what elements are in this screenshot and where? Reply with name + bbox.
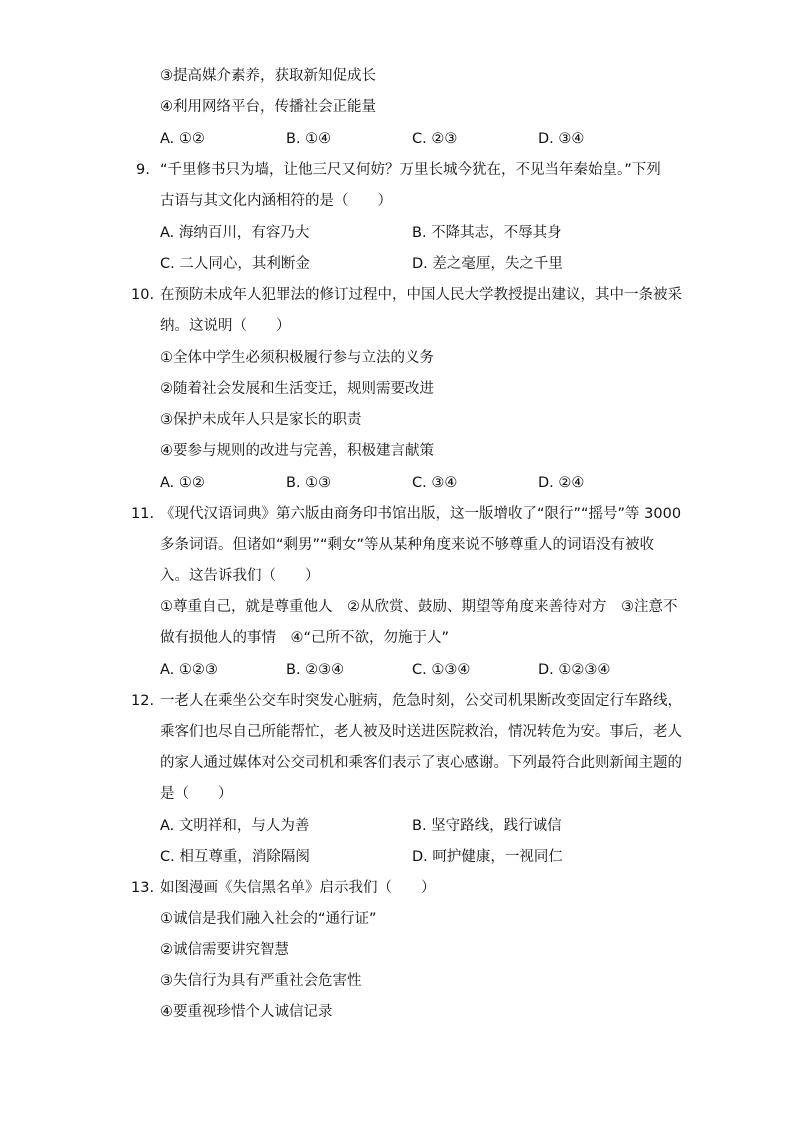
option-a: A. ①②③ (160, 662, 218, 678)
statement-line: 做有损他人的事情 ④“己所不欲，勿施于人” (160, 630, 450, 646)
option-c: C. 相互尊重，消除隔阂 (160, 849, 310, 865)
option-b: B. 坚守路线，践行诚信 (412, 818, 562, 834)
question-line: 如图漫画《失信黑名单》启示我们（ ） (160, 880, 436, 896)
option-a: A. ①② (160, 475, 205, 491)
question-line: 是（ ） (160, 786, 233, 802)
option-c: C. ①③④ (412, 662, 471, 678)
question-line: 的家人通过媒体对公交司机和乘客们表示了衷心感谢。下列最符合此则新闻主题的 (160, 755, 682, 771)
question-number: 10. (131, 287, 155, 303)
option-d: D. 呵护健康，一视同仁 (412, 849, 563, 865)
pre-option-a: A. ①② (160, 131, 205, 147)
question-line: 多条词语。但诸如“剩男”“剩女”等从某种角度来说不够尊重人的词语没有被收 (160, 537, 655, 553)
statement-1: ①全体中学生必须积极履行参与立法的义务 (160, 350, 434, 366)
statement-2: ②随着社会发展和生活变迁，规则需要改进 (160, 381, 434, 397)
question-number: 11. (131, 506, 155, 522)
question-line: 古语与其文化内涵相符的是（ ） (160, 193, 392, 209)
statement-3: ③失信行为具有严重社会危害性 (160, 973, 362, 989)
pre-line-1: ③提高媒介素养，获取新知促成长 (160, 68, 376, 84)
question-number: 13. (131, 880, 155, 896)
statement-3: ③保护未成年人只是家长的职责 (160, 412, 362, 428)
question-line: 纳。这说明（ ） (160, 318, 291, 334)
option-b: B. ②③④ (286, 662, 345, 678)
pre-option-b: B. ①④ (286, 131, 332, 147)
statement-2: ②诚信需要讲究智慧 (160, 942, 289, 958)
question-line: 一老人在乘坐公交车时突发心脏病，危急时刻，公交司机果断改变固定行车路线， (160, 693, 682, 709)
option-b: B. ①③ (286, 475, 332, 491)
option-d: D. ①②③④ (538, 662, 611, 678)
option-a: A. 文明祥和，与人为善 (160, 818, 310, 834)
question-line: 乘客们也尽自己所能帮忙，老人被及时送进医院救治，情况转危为安。事后，老人 (160, 724, 682, 740)
statement-4: ④要重视珍惜个人诚信记录 (160, 1004, 333, 1020)
option-a: A. 海纳百川，有容乃大 (160, 225, 310, 241)
option-d: D. 差之毫厘，失之千里 (412, 256, 563, 272)
statement-4: ④要参与规则的改进与完善，积极建言献策 (160, 443, 434, 459)
question-number: 9. (136, 162, 150, 178)
statement-1: ①诚信是我们融入社会的“通行证” (160, 911, 377, 927)
option-c: C. 二人同心，其利断金 (160, 256, 310, 272)
option-b: B. 不降其志，不辱其身 (412, 225, 562, 241)
question-number: 12. (131, 693, 155, 709)
question-line: 在预防未成年人犯罪法的修订过程中，中国人民大学教授提出建议，其中一条被采 (160, 287, 682, 303)
pre-option-c: C. ②③ (412, 131, 458, 147)
pre-line-2: ④利用网络平台，传播社会正能量 (160, 99, 376, 115)
question-line: “千里修书只为墙，让他三尺又何妨？万里长城今犹在，不见当年秦始皇。”下列 (160, 162, 661, 178)
statement-line: ①尊重自己，就是尊重他人 ②从欣赏、鼓励、期望等角度来善待对方 ③注意不 (160, 599, 678, 615)
pre-option-d: D. ③④ (538, 131, 585, 147)
question-line: 入。这告诉我们（ ） (160, 568, 320, 584)
question-line: 《现代汉语词典》第六版由商务印书馆出版，这一版增收了“限行”“摇号”等 3000 (160, 506, 682, 522)
option-d: D. ②④ (538, 475, 585, 491)
option-c: C. ③④ (412, 475, 458, 491)
